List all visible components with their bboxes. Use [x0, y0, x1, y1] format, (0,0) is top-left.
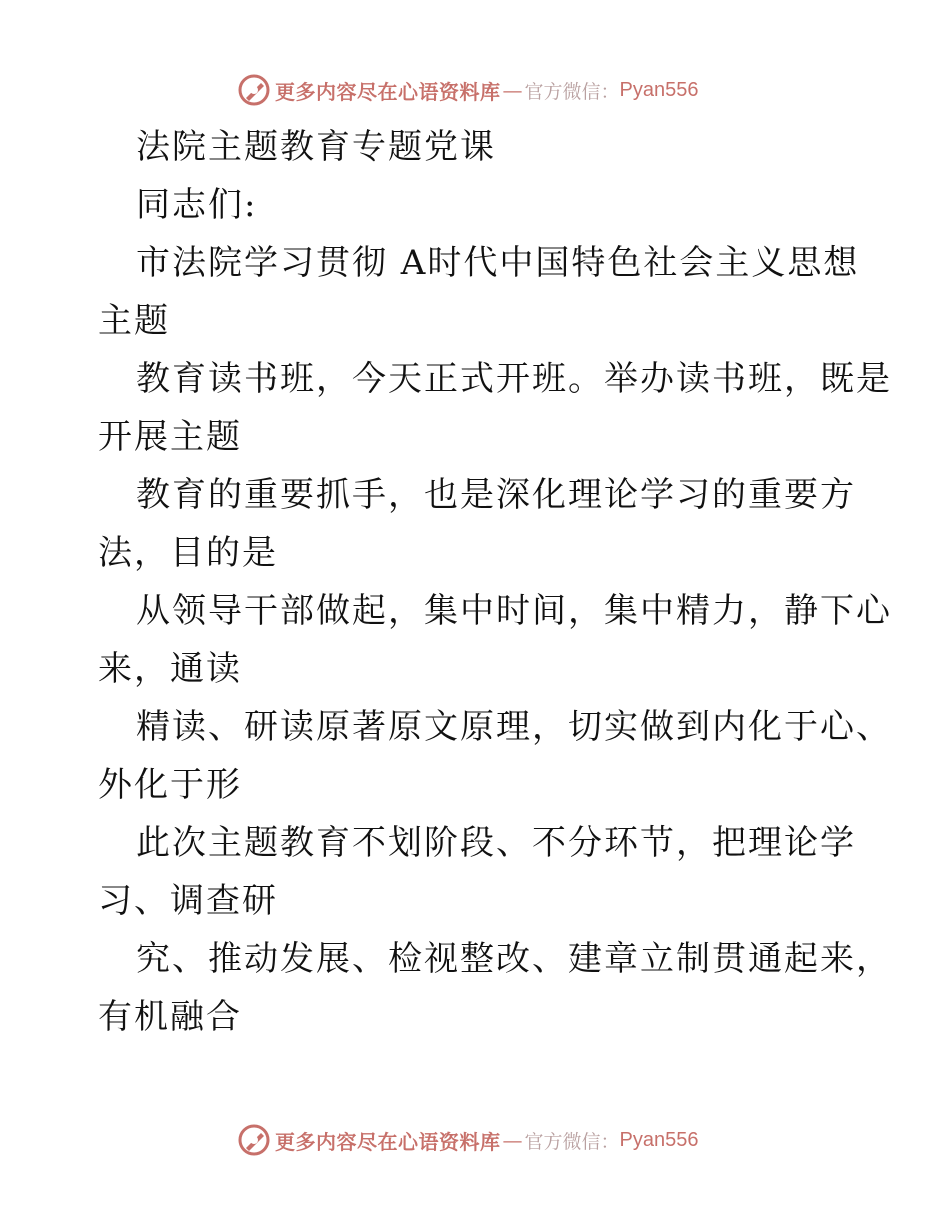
- pen-seal-logo-icon: [237, 73, 271, 107]
- text-line: 此次主题教育不划阶段、不分环节，把理论学: [136, 823, 856, 863]
- text-line: 有机融合: [98, 997, 242, 1037]
- watermark-main-text: 更多内容尽在心语资料库: [275, 1129, 501, 1154]
- text-line: 教育的重要抓手，也是深化理论学习的重要方: [136, 475, 856, 515]
- watermark-wechat-id: Pyan556: [619, 1128, 699, 1151]
- text-line: 习、调查研: [98, 881, 278, 921]
- watermark-separator: —: [502, 1128, 523, 1152]
- document-salutation: 同志们:: [136, 185, 258, 225]
- text-line: 主题: [98, 301, 170, 341]
- text-line: 究、推动发展、检视整改、建章立制贯通起来，: [136, 939, 892, 979]
- watermark-wechat-id: Pyan556: [619, 78, 699, 101]
- text-line: 从领导干部做起，集中时间，集中精力，静下心: [136, 591, 892, 631]
- text-line: 教育读书班，今天正式开班。举办读书班，既是: [136, 359, 892, 399]
- text-line: 外化于形: [98, 765, 242, 805]
- watermark-main-text: 更多内容尽在心语资料库: [275, 79, 501, 104]
- watermark-wechat-label: 官方微信：: [524, 1130, 620, 1153]
- watermark-separator: —: [502, 78, 523, 102]
- text-line: 来，通读: [98, 649, 242, 689]
- footer-watermark: [237, 1120, 757, 1160]
- text-line: 开展主题: [98, 417, 242, 457]
- header-watermark: [237, 70, 757, 110]
- pen-seal-logo-icon: [237, 1123, 271, 1157]
- document-body: [98, 118, 898, 1046]
- text-line: 法，目的是: [98, 533, 278, 573]
- watermark-wechat-label: 官方微信：: [524, 80, 620, 103]
- text-line: 市法院学习贯彻 A时代中国特色社会主义思想: [136, 243, 860, 283]
- document-title: 法院主题教育专题党课: [136, 127, 496, 167]
- text-line: 精读、研读原著原文原理，切实做到内化于心、: [136, 707, 892, 747]
